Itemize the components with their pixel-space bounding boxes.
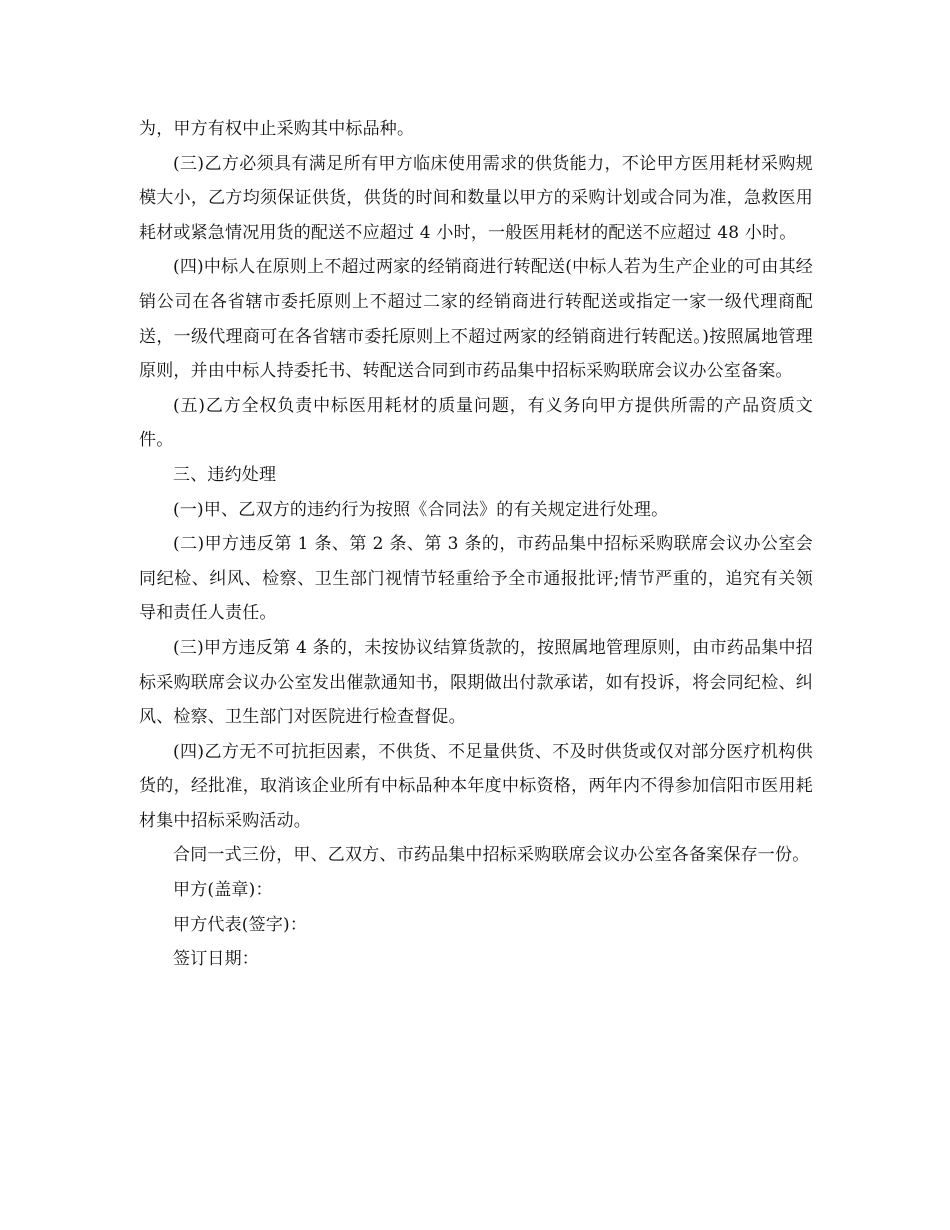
- paragraph-copies: 合同一式三份，甲、乙双方、市药品集中招标采购联席会议办公室各备案保存一份。: [173, 845, 810, 866]
- paragraph-clause-5-quality: (五)乙方全权负责中标医用耗材的质量问题，有义务向甲方提供所需的产品资质文件。: [139, 395, 813, 451]
- paragraph-breach-2: (二)甲方违反第 1 条、第 2 条、第 3 条的，市药品集中招标采购联席会议办公室会同纪检、纠风、检察、卫生部门视情节轻重给予全市通报批评;情节严重的，追究有关领导和责任人责任。: [139, 534, 813, 624]
- paragraph-clause-3-supply: (三)乙方必须具有满足所有甲方临床使用需求的供货能力，不论甲方医用耗材采购规模大小，乙方均须保证供货，供货的时间和数量以甲方的采购计划或合同为准，急救医用耗材或紧急情况用货的配送不应超过 4 小时，一般医用耗材的配送不应超过 48 小时。: [139, 153, 813, 243]
- paragraph-continuation: 为，甲方有权中止采购其中标品种。: [139, 119, 415, 139]
- document-body: [139, 112, 813, 977]
- section-heading-breach: 三、违约处理: [173, 464, 277, 485]
- signature-date: 签订日期：: [173, 949, 259, 970]
- signature-party-a-representative: 甲方代表(签字)：: [173, 914, 308, 935]
- paragraph-clause-4-distribution: (四)中标人在原则上不超过两家的经销商进行转配送(中标人若为生产企业的可由其经销公司在各省辖市委托原则上不超过二家的经销商进行转配送或指定一家一级代理商配送，一级代理商可在各省辖市委托原则上不超过两家的经销商进行转配送。)按照属地管理原则，并由中标人持委托书、转配送合同到市药品集中招标采购联席会议办公室备案。: [139, 257, 813, 382]
- signature-party-a-seal: 甲方(盖章)：: [173, 880, 273, 901]
- paragraph-breach-3: (三)甲方违反第 4 条的，未按协议结算货款的，按照属地管理原则，由市药品集中招标采购联席会议办公室发出催款通知书，限期做出付款承诺，如有投诉，将会同纪检、纠风、检察、卫生部门对医院进行检查督促。: [139, 637, 813, 728]
- paragraph-breach-1: (一)甲、乙双方的违约行为按照《合同法》的有关规定进行处理。: [173, 499, 669, 520]
- paragraph-breach-4: (四)乙方无不可抗拒因素，不供货、不足量供货、不及时供货或仅对部分医疗机构供货的，经批准，取消该企业所有中标品种本年度中标资格，两年内不得参加信阳市医用耗材集中招标采购活动。: [139, 741, 813, 831]
